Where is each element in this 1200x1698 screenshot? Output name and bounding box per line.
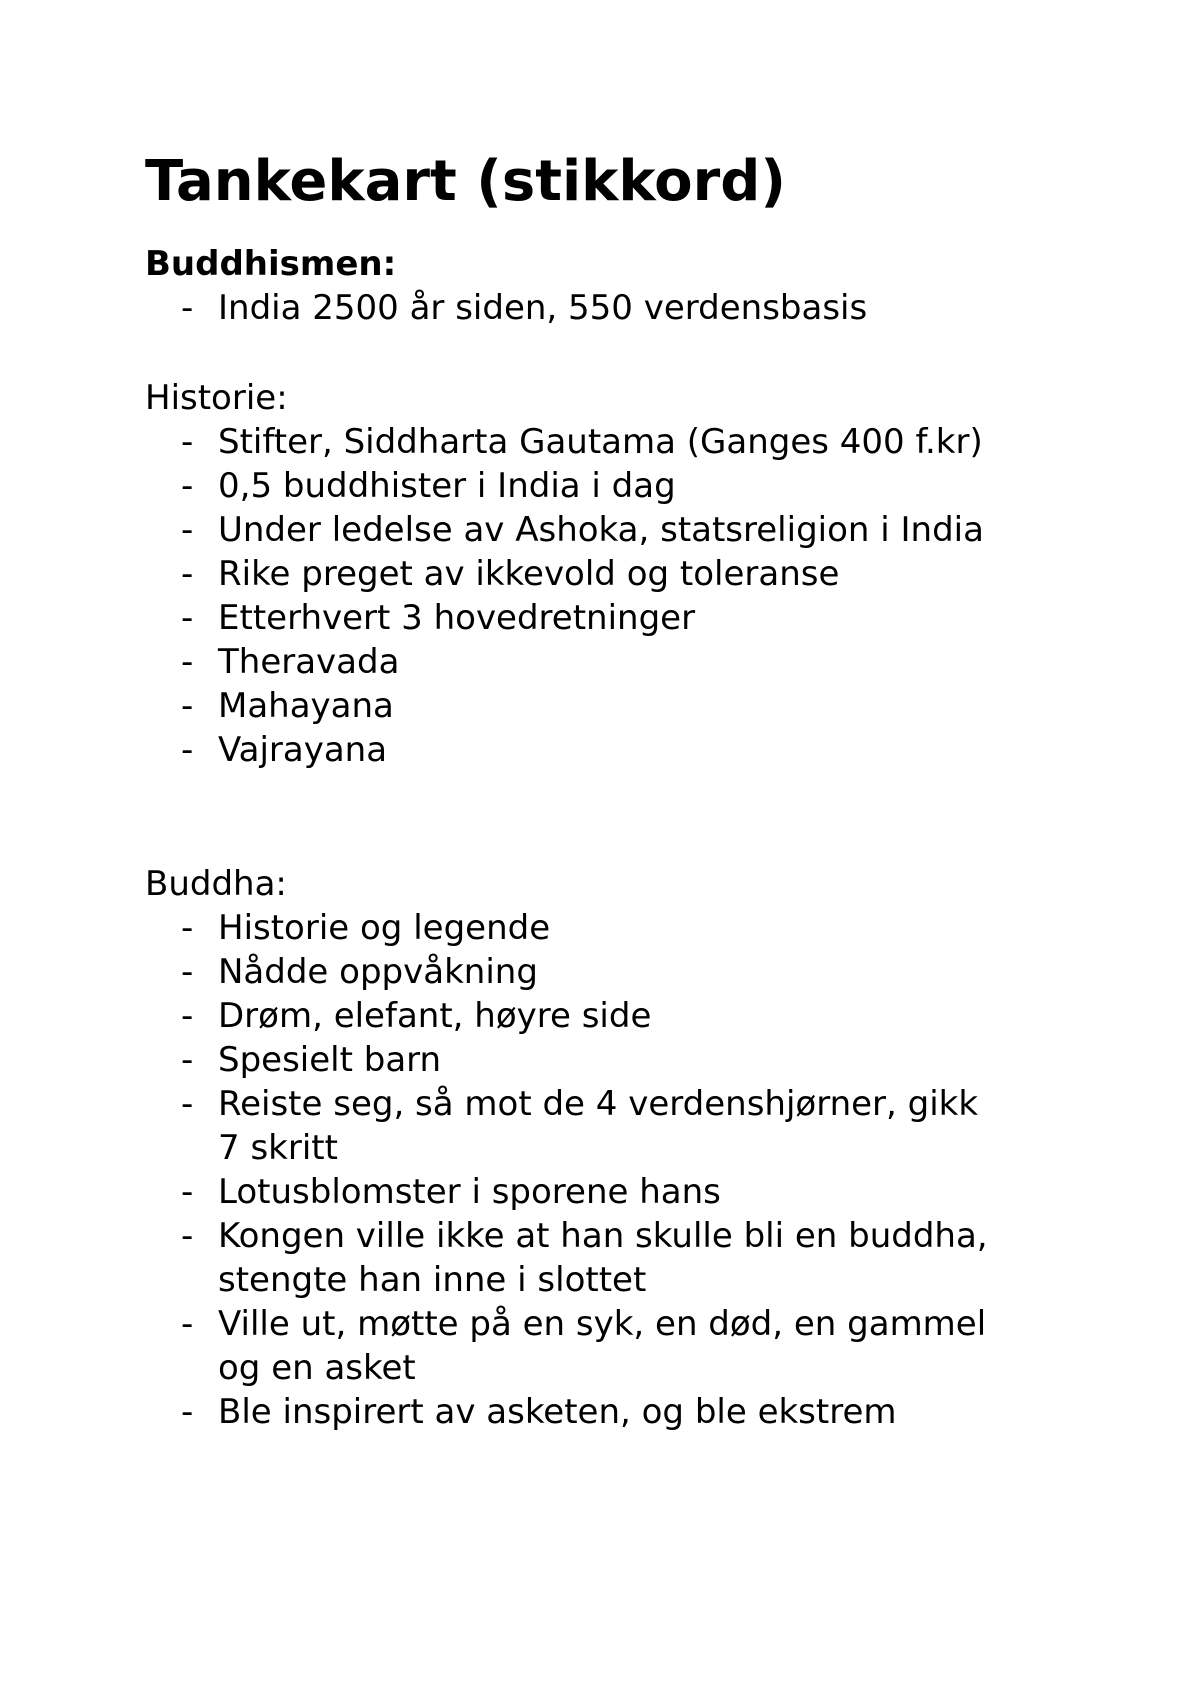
list-item [145, 1170, 1145, 1214]
list-item-text: - Rike preget av ikkevold og toleranse [218, 554, 840, 594]
list-item-text: - Ville ut, møtte på en syk, en død, en gammel [218, 1304, 987, 1344]
section-heading: Historie: [145, 378, 288, 418]
list-item-text: - Under ledelse av Ashoka, statsreligion i India [218, 510, 984, 550]
list-item-text: - Spesielt barn [218, 1040, 442, 1080]
list-item-text: - Kongen ville ikke at han skulle bli en buddha, [218, 1216, 988, 1256]
list-item [145, 464, 1145, 508]
list-item-text: - Theravada [218, 642, 400, 682]
list-item-text: - Reiste seg, så mot de 4 verdenshjørner, gikk [218, 1084, 979, 1124]
list-item [145, 552, 1145, 596]
list-item [145, 906, 1145, 950]
section-historie [145, 376, 1145, 772]
list-item [145, 1390, 1145, 1434]
list-item-text-continuation: 7 skritt [218, 1128, 338, 1168]
list-item [145, 1302, 1145, 1390]
list-item-text: - 0,5 buddhister i India i dag [218, 466, 676, 506]
list-item [145, 950, 1145, 994]
section-heading: Buddhismen: [145, 244, 397, 284]
list-item [145, 994, 1145, 1038]
bullet-list [145, 906, 1145, 1434]
list-item [145, 1082, 1145, 1170]
list-item-text: - Historie og legende [218, 908, 551, 948]
document-title: Tankekart (stikkord) [145, 149, 786, 214]
list-item [145, 728, 1145, 772]
list-item-text: - Mahayana [218, 686, 394, 726]
list-item [145, 596, 1145, 640]
list-item [145, 1038, 1145, 1082]
list-item-text: - Stifter, Siddharta Gautama (Ganges 400 f.kr) [218, 422, 983, 462]
list-item [145, 1214, 1145, 1302]
bullet-list [145, 286, 1145, 330]
list-item [145, 508, 1145, 552]
list-item [145, 286, 1145, 330]
list-item-text-continuation: og en asket [218, 1348, 416, 1388]
list-item-text-continuation: stengte han inne i slottet [218, 1260, 647, 1300]
list-item-text: - India 2500 år siden, 550 verdensbasis [218, 288, 868, 328]
section-buddhismen [145, 242, 1145, 330]
list-item [145, 640, 1145, 684]
list-item [145, 684, 1145, 728]
list-item-text: - Lotusblomster i sporene hans [218, 1172, 721, 1212]
list-item-text: - Etterhvert 3 hovedretninger [218, 598, 696, 638]
list-item-text: - Drøm, elefant, høyre side [218, 996, 652, 1036]
section-buddha [145, 862, 1145, 1434]
section-heading: Buddha: [145, 864, 287, 904]
list-item-text: - Nådde oppvåkning [218, 952, 538, 992]
list-item [145, 420, 1145, 464]
list-item-text: - Vajrayana [218, 730, 388, 770]
list-item-text: - Ble inspirert av asketen, og ble ekstrem [218, 1392, 897, 1432]
bullet-list [145, 420, 1145, 772]
